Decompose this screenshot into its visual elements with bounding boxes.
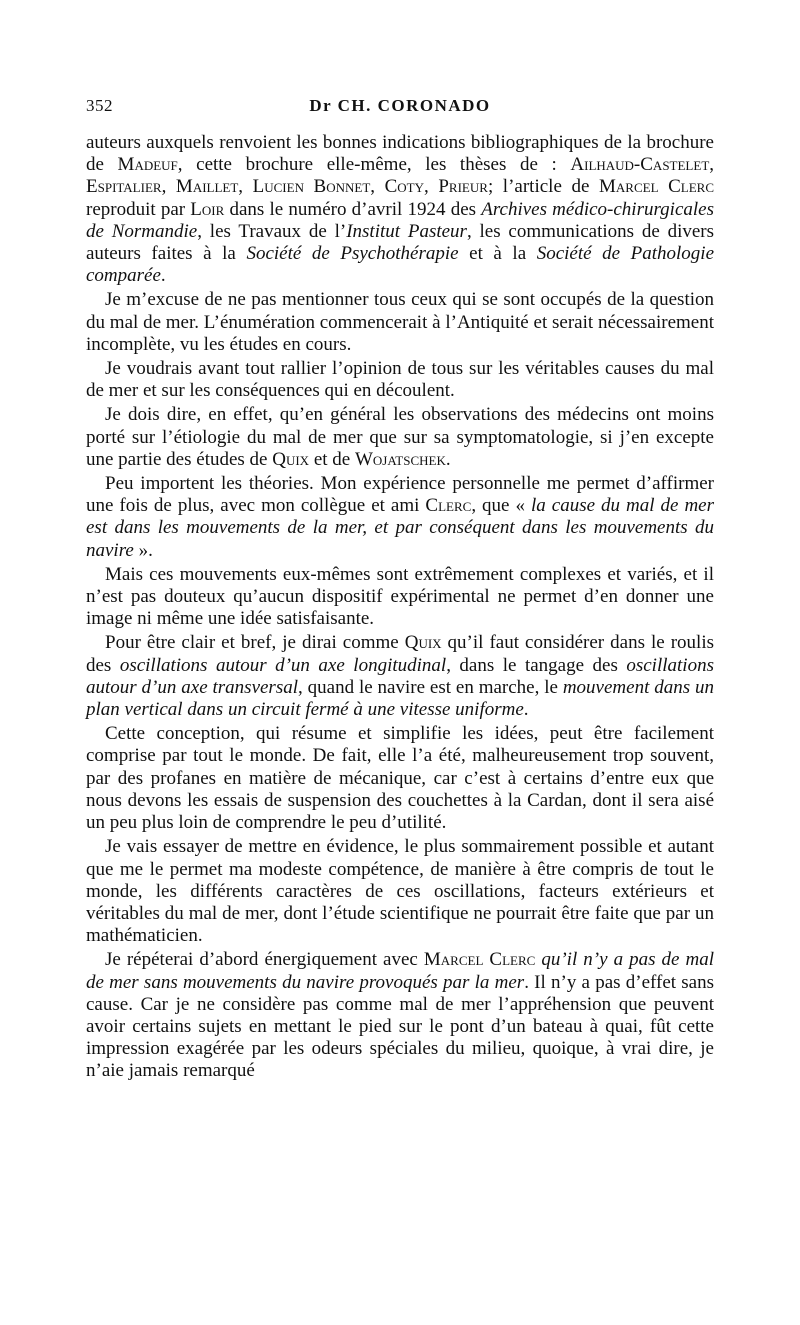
text-run: qu’il faut considérer dans le roulis des [86, 632, 714, 676]
italic-text: qu’il n’y a pas de mal de mer sans mouvements du navire provoqués par la mer [86, 949, 714, 993]
text-run: , [238, 176, 253, 198]
italic-text: Institut Pasteur [346, 220, 467, 242]
author-name: Marcel Clerc [599, 176, 714, 198]
author-name: Quix [404, 632, 442, 654]
text-run: , [709, 154, 715, 176]
author-name: Madeuf [117, 154, 178, 176]
text-run: Je voudrais avant tout rallier l’opinion de tous sur les véritables causes du mal de mer et sur les conséquences qui en découlent. [86, 358, 714, 402]
paragraph [86, 358, 714, 402]
paragraph [86, 132, 714, 287]
paragraph [86, 632, 714, 721]
author-name: Prieur [438, 176, 488, 198]
text-run: . [523, 699, 529, 721]
text-run: Mais ces mouvements eux-mêmes sont extrêmement complexes et variés, et il n’est pas douteux qu’aucun dispositif expérimental ne permet d’en donner une image ni même une idée satisfaisante. [86, 563, 714, 630]
paragraph [86, 404, 714, 471]
page-header [86, 96, 714, 122]
text-run: et de [309, 448, 355, 470]
author-name: Marcel Clerc [423, 949, 536, 971]
author-name: Espitalier [86, 176, 162, 198]
author-name: Lucien Bonnet [252, 176, 371, 198]
text-run: Peu importent les théories. Mon expérience personnelle me permet d’affirmer une fois de plus, avec mon collègue et ami [86, 473, 714, 517]
text-run: et à la [458, 243, 537, 265]
text-run: dans le numéro d’avril 1924 des [224, 198, 482, 220]
author-name: Quix [272, 448, 310, 470]
text-run: . Il n’y a pas d’effet sans cause. Car je ne considère pas comme mal de mer l’appréhension que peuvent avoir certains sujets en mettant le pied sur le pont d’un bateau à quai, fût cette impression exagérée par les odeurs spéciales du milieu, quoique, à vrai dire, je n’aie jamais remarqué [86, 971, 714, 1082]
italic-text: la cause du mal de mer est dans les mouvements de la mer, et par conséquent dans les mouvements du navire [86, 495, 715, 561]
author-name: Wojatschek [354, 448, 446, 470]
text-run: , [370, 176, 385, 198]
italic-text: oscillations autour d’un axe transversal [86, 654, 714, 698]
text-run: , les Travaux de l’ [197, 220, 347, 242]
text-run: , [161, 176, 176, 198]
text-run: , les communications de divers auteurs faites à la [86, 220, 715, 265]
author-name: Ailhaud-Castelet [570, 154, 710, 176]
text-run: Je vais essayer de mettre en évidence, le plus sommairement possible et autant que me le permet ma modeste compétence, de manière à être compris de tout le monde, les différents caractères de ces oscillations, facteurs extérieurs et véritables du mal de mer, dont l’étude scientifique ne pourrait être faite que par un mathématicien. [86, 836, 714, 947]
text-run: auteurs auxquels renvoient les bonnes indications bibliographiques de la brochure de [86, 132, 714, 176]
paragraph [86, 836, 714, 947]
text-run: , quand le navire est en marche, le [298, 676, 563, 698]
author-name: Clerc [425, 495, 472, 517]
text-run: , dans le tangage des [446, 654, 627, 676]
italic-text: Archives médico-chirurgicales de Normandie [86, 198, 714, 242]
text-run: Pour être clair et bref, je dirai comme [105, 632, 405, 654]
text-run: ». [133, 539, 153, 561]
text-run: , cette brochure elle-même, les thèses de : [177, 154, 571, 176]
text-run: Je m’excuse de ne pas mentionner tous ceux qui se sont occupés de la question du mal de mer. L’énumération commencerait à l’Antiquité et serait nécessairement incomplète, vu les études en cours. [86, 289, 714, 355]
author-name: Loir [190, 198, 225, 220]
text-run: Je répéterai d’abord énergiquement avec [105, 949, 424, 971]
paragraph [86, 473, 714, 562]
text-run: ; l’article de [487, 176, 599, 198]
text-run: . [445, 448, 451, 470]
body-text [86, 132, 714, 1085]
italic-text: oscillations autour d’un axe longitudinal [119, 654, 447, 676]
text-run: reproduit par [86, 198, 191, 220]
text-run: . [160, 265, 166, 287]
paragraph [86, 723, 714, 834]
text-run: Je dois dire, en effet, qu’en général les observations des médecins ont moins porté sur l’étiologie du mal de mer que sur sa symptomatologie, si j’en excepte une partie des études de [86, 404, 714, 470]
text-run: Cette conception, qui résume et simplifie les idées, peut être facilement comprise par tout le monde. De fait, elle l’a été, malheureusement trop souvent, par des profanes en matière de mécanique, car c’est à certains d’entre eux que nous devons les essais de suspension des couchettes à la Cardan, dont il sera aisé un peu plus loin de comprendre le peu d’utilité. [86, 723, 714, 834]
running-head: Dr CH. CORONADO [309, 96, 491, 115]
paragraph [86, 564, 714, 631]
italic-text: Société de Pathologie comparée [86, 243, 715, 287]
italic-text: mouvement dans un plan vertical dans un circuit fermé à une vitesse uniforme [86, 676, 714, 721]
text-run: , [424, 176, 439, 198]
paragraph [86, 949, 714, 1082]
italic-text: Société de Psychothérapie [246, 243, 459, 265]
author-name: Coty [384, 176, 425, 198]
paragraph [86, 289, 714, 356]
text-run: , que « [471, 495, 531, 517]
page-number: 352 [86, 96, 113, 115]
author-name: Maillet [175, 176, 239, 198]
